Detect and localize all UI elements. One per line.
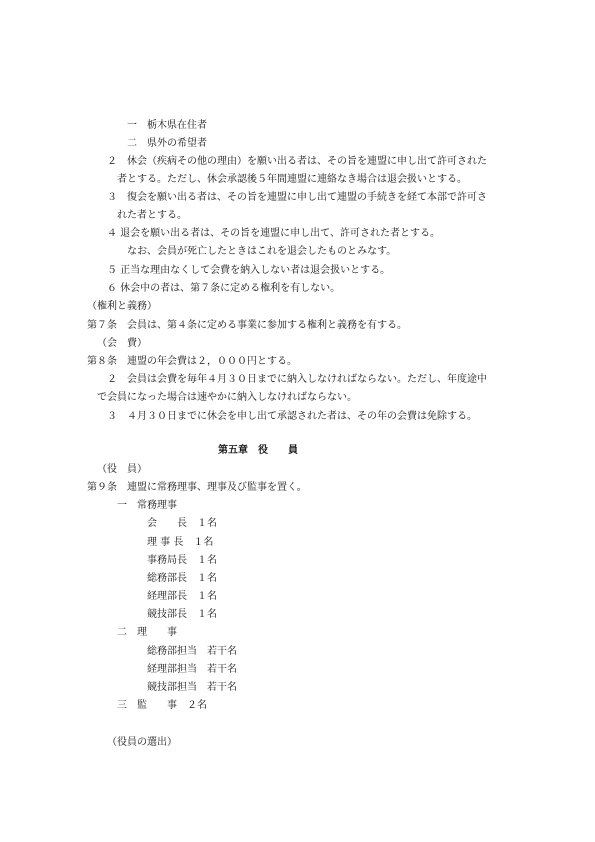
role-competition-staff: 競技部担当 若干名 <box>147 682 237 693</box>
role-chairman: 会 長 １名 <box>147 518 217 529</box>
chapter-title: 第五章 役 員 <box>218 445 298 456</box>
role-secretary-general: 事務局長 １名 <box>147 555 217 566</box>
role-general-affairs-head: 総務部長 １名 <box>147 573 217 584</box>
role-director-general: 理 事 長 １名 <box>147 537 214 548</box>
role-competition-head: 競技部長 １名 <box>147 609 217 620</box>
clause-fee-deadline: ２ 会員は会費を毎年４月３０日までに納入しなければならない。ただし、年度途中 <box>107 374 487 385</box>
section-heading-fees: （会 費） <box>97 338 147 349</box>
article-9: 第９条 連盟に常務理事、理事及び監事を置く。 <box>87 482 307 493</box>
clause-suspension-cont: 者とする。ただし、休会承認後５年間連盟に連絡なき場合は退会扱いとする。 <box>117 174 467 185</box>
clause-unpaid-fees: ５ 正当な理由なくして会費を納入しない者は退会扱いとする。 <box>107 265 391 276</box>
list-item-out-of-prefecture: 二 県外の希望者 <box>127 138 207 149</box>
clause-reinstatement-cont: れた者とする。 <box>117 210 187 221</box>
clause-reinstatement: ３ 復会を願い出る者は、その旨を連盟に申し出て連盟の手続きを経て本部で許可さ <box>107 192 487 203</box>
clause-withdrawal-note: なお、会員が死亡したときはこれを退会したものとみなす。 <box>127 246 397 257</box>
role-accounting-staff: 経理部担当 若干名 <box>147 664 237 675</box>
list-item-executive-directors: 一 常務理事 <box>117 500 177 511</box>
clause-suspension: ２ 休会（疾病その他の理由）を願い出る者は、その旨を連盟に申し出て許可された <box>107 156 487 167</box>
section-heading-rights: （権利と義務） <box>87 301 157 312</box>
list-item-auditors: 三 監 事 ２名 <box>117 700 207 711</box>
clause-withdrawal: ４ 退会を願い出る者は、その旨を連盟に申し出て、許可された者とする。 <box>107 228 440 239</box>
section-heading-officer-election: （役員の選出） <box>107 737 177 748</box>
clause-suspended-rights: ６ 休会中の者は、第７条に定める権利を有しない。 <box>107 283 341 294</box>
list-item-directors: 二 理 事 <box>117 627 177 638</box>
article-8: 第８条 連盟の年会費は２，０００円とする。 <box>87 356 297 367</box>
article-7: 第７条 会員は、第４条に定める事業に参加する権利と義務を有する。 <box>87 320 407 331</box>
list-item-tochigi-resident: 一 栃木県在住者 <box>127 120 207 131</box>
role-general-affairs-staff: 総務部担当 若干名 <box>147 646 237 657</box>
section-heading-officers: （役 員） <box>97 464 147 475</box>
clause-fee-exemption: ３ ４月３０日までに休会を申し出て承認された者は、その年の会費は免除する。 <box>107 411 477 422</box>
role-accounting-head: 経理部長 １名 <box>147 591 217 602</box>
clause-fee-deadline-cont: で会員になった場合は速やかに納入しなければならない。 <box>97 392 357 403</box>
